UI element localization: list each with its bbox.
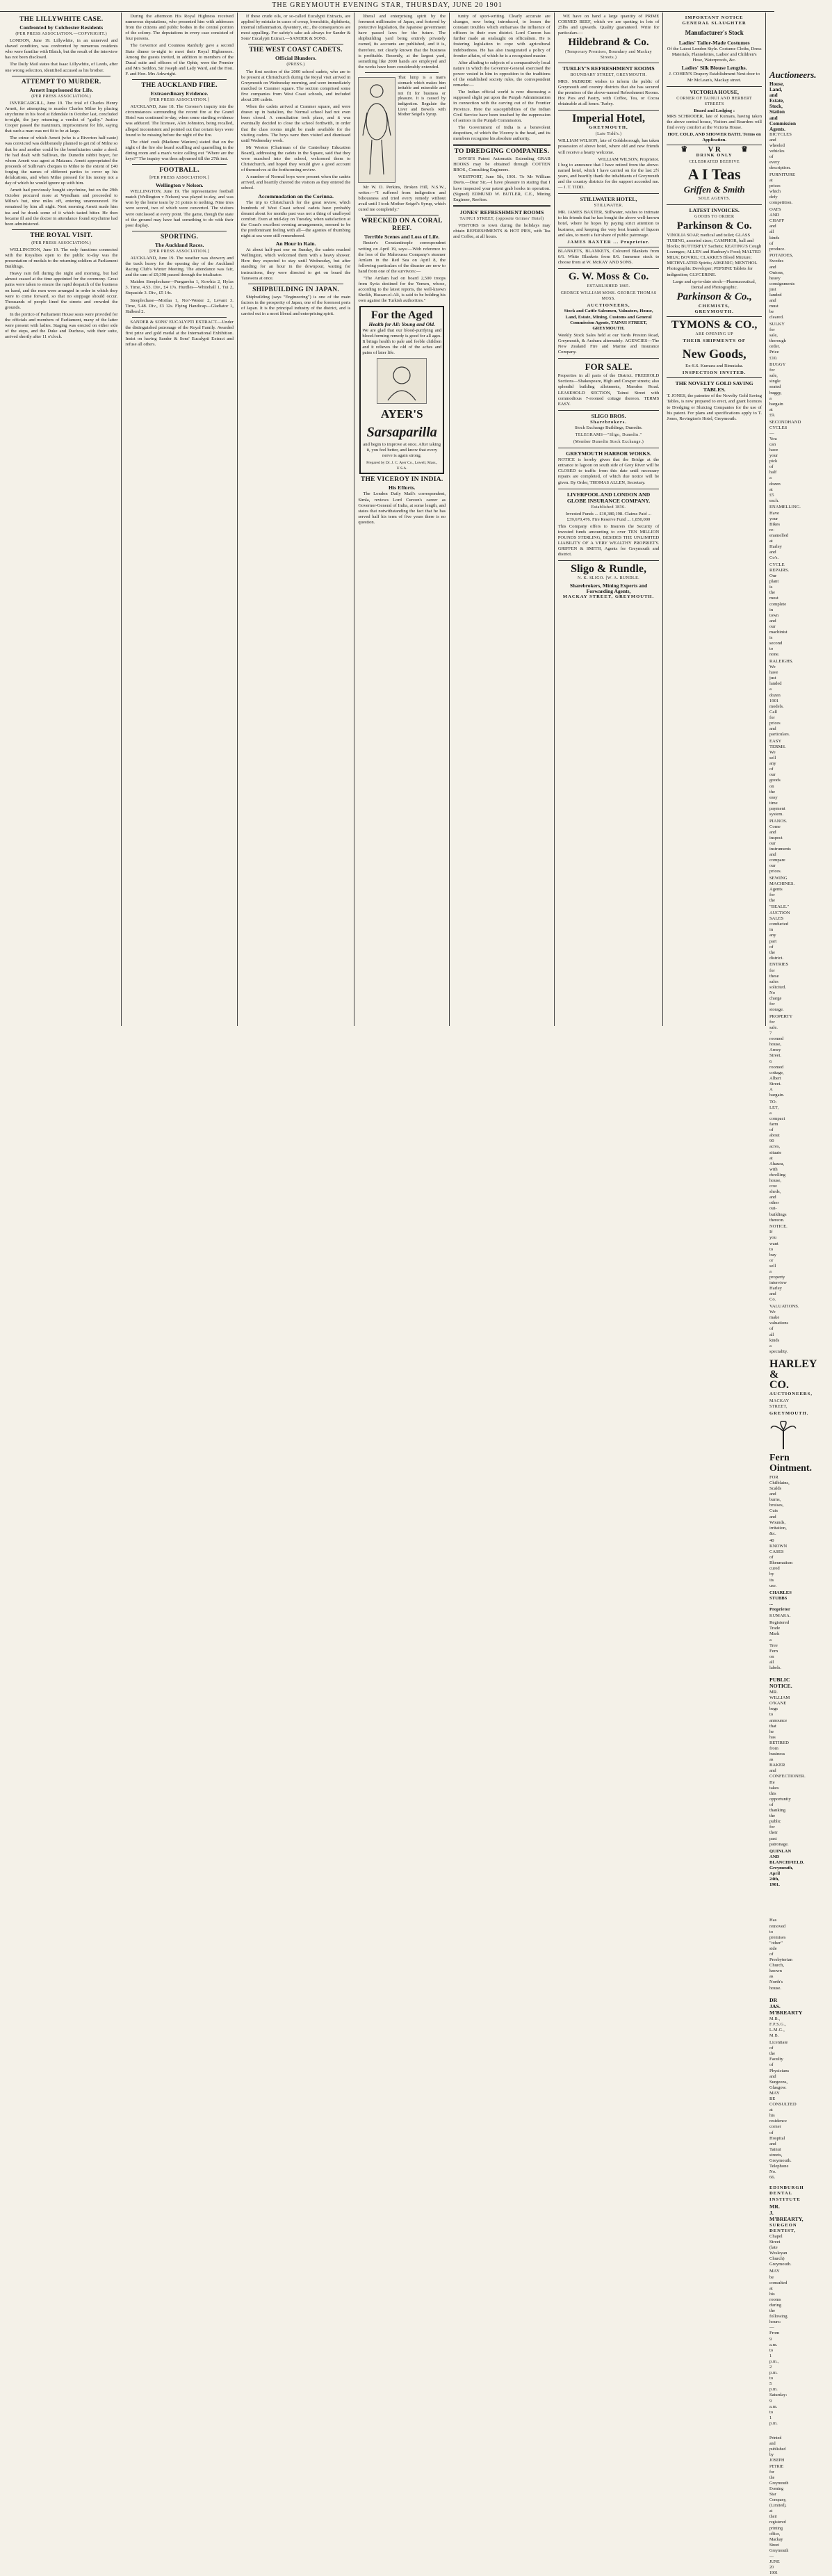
- ad-body: Weekly Stock Sales held at our Yards Preston Road, Greymouth, & Arahura alternately. AGENCIES—The New Zealand Fire and Marine and Insurance Company.: [557, 332, 660, 355]
- crown-icon: ♛: [741, 145, 748, 154]
- ad-headline: A I Teas: [687, 165, 741, 183]
- ad-subtitle: Established 1836.: [591, 505, 626, 510]
- ad-body: NOTICE is hereby given that the Bridge at the entrance to lagoon on south side of Grey River will be CLOSED to traffic from this date until necessary repairs are completed, of which due notice will be given. By Order, THOMAS ALLEN, Secretary.: [557, 457, 660, 485]
- ad-title: GREYMOUTH HARBOR WORKS.: [566, 450, 651, 457]
- ad-signature: J. COHEN'S Drapery Establishment Next door to Mr McLean's, Mackay street.: [669, 72, 760, 83]
- moss-and-co-ad: [558, 268, 660, 358]
- ad-firm-name: Hildebrand & Co.: [568, 37, 649, 49]
- ad-body: and begin to improve at once. After taking it, you feel better, and know that every nerve is again strong.: [363, 442, 441, 459]
- newspaper-page: [1, 13, 832, 2576]
- advertisement: SANDER & SONS' EUCALYPTI EXTRACT.—Under the distinguished patronage of the Royal Family. Awarded first prize and gold medal at the International Exhibition. Insist on having Sander & Sons' Eucalypti Extract and refuse all others.: [125, 319, 234, 348]
- ad-firm-name: TYMONS & CO.,: [671, 319, 758, 331]
- ad-subtitle: STILLWATER.: [594, 204, 623, 209]
- paragraph: VISITORS to town during the holidays may obtain REFRESHMENTS & HOT PIES, with Tea and Coffee, at all hours.: [453, 222, 550, 240]
- ad-brand: AYER'S: [380, 407, 423, 421]
- ad-signature: JAMES BAXTER ... Proprietor.: [567, 239, 650, 245]
- ad-subtitle: HOT, COLD, AND SHOWER BATH. Terms on Application.: [667, 132, 761, 143]
- ad-firm-name: Sligo & Rundle,: [571, 563, 646, 576]
- ad-body: Large and up-to-date stock—Pharmaceutical, Dental and Photographic.: [672, 279, 756, 290]
- press-credit: [PER PRESS ASSOCIATION.]: [149, 176, 210, 181]
- beehive-tea-ad: [667, 145, 762, 204]
- divider: [132, 164, 226, 165]
- ad-title: FOR SALE.: [585, 361, 633, 373]
- paragraph: The chief cook (Madame Wanters) stated that on the night of the fire she heard scuffling and quarrelling in the dining room and a man's voice calling out "Where are the keys?" The inquiry was then adjourned till the 27th inst.: [125, 139, 234, 161]
- article-title: SPORTING.: [160, 233, 199, 241]
- paragraph: Shipbuilding (says "Engineering") is one of the main factors in the prosperity of Japan, one of the foremost ports of Japan. It is the principal industry of the district, and is carried out in a most liberal and enterprising spirit.: [240, 294, 351, 317]
- paragraph: liberal and enterprising spirit by the foremost millionaire of Japan, and fostered by protective legislation, the Japanese government have passed laws for the future. The shipbuilding yard being entirely privately owned, its accounts are published, and it is, therefore, not clearly known that the business is profitable. Recently, at the largest yard, something like 2000 hands are employed and the works have been considerably extended.: [358, 14, 446, 70]
- article-headline: Accommodation on the Corinna.: [258, 193, 334, 199]
- parkinson-invoices-ad: [667, 204, 762, 316]
- paragraph: Arnett had previously bought strychnine, but on the 29th October procured more at Wyndham and proceeded to Milne's hut, nine miles off, entering unannounced. He remained by him all night. Next morning Arnett made him tea and he drank some of it which tasted bitter. He then became ill and the doctor in attendance found strychnine had been administered.: [5, 188, 118, 227]
- ad-body: Stock Exchange Buildings, Dunedin.: [574, 425, 643, 430]
- press-credit: (PER PRESS ASSOCIATION.): [31, 94, 92, 99]
- press-credit: (PRESS.): [286, 63, 305, 67]
- paragraph: The crime of which Arnett (who is a Riverton half-caste) was convicted was deliberately planned to get rid of Milne so that he and another could be the beneficiaries under a deed. He had dealt with Sullivan, the Dunedin rabbit buyer, for whom Arnett was agent at Mataura. Arnett appropriated the proceeds of Sullivan's cheques to Milne to the extent of £40 forging the names of different parties to cover up his defalcations, and when Milne pressed for his money not a day of which he would ignore up with him.: [5, 136, 118, 186]
- ad-subtitle: GREYMOUTH.: [694, 309, 734, 314]
- paragraph: AUCKLAND, June 18. The Coroner's inquiry into the circumstances surrounding the recent fire at the Grand Hotel was continued to-day, when some startling evidence was adduced. The licensee, Alex Johnston, being recalled, alleged inconsistent and pointed out that certain keys were found to be missing before the night of the fire.: [125, 104, 234, 138]
- divider: [132, 79, 226, 80]
- ad-body: I beg to announce that I have retired from the above-named hotel, which I have carried on for the last 2½ years, and heartily thank the inhabitants of Greymouth and the country districts for the support accorded me. — J. T. TIDD.: [557, 162, 660, 190]
- paragraph: WELLINGTON, June 19. The representative football match (Wellington v Nelson) was played to-day, and was won by the home team by 31 points to nothing. Nine tries were scored, two of which were converted. The visitors were outclassed at every point. The game, though the state of the ground may have had something to do with their poor display.: [125, 189, 234, 228]
- paragraph: At about half-past one on Sunday, the cadets reached Wellington, which welcomed them with a heavy shower. Here they expected to stay until Wednesday, but after standing for an hour in the downpour, waiting for instructions, they were directed to get on board the Tarawera at once.: [240, 247, 351, 281]
- paragraph: Maiden Steeplechase—Pungarehu 1, Kowhia 2, Hylas 3. Time, 4.53. Div., £4 17s. Hurdles—Whitehall 1, Tui 2, Stepaside 3. Div., £5 14s.: [125, 279, 234, 296]
- ad-subtitle: CORNER OF TAINUI AND HERBERT STREETS: [676, 96, 753, 106]
- ad-firm-name: Griffen & Smith: [683, 184, 745, 195]
- ad-signature: WILLIAM WILSON, Proprietor.: [598, 156, 660, 162]
- paragraph: Mr Weston (Chairman of the Canterbury Education Board), addressing the cadets in the Square, said that they were marched into the school, welcomed them to Christchurch, and hoped they would give a good account of themselves at the forthcoming review.: [240, 145, 351, 173]
- article-title: WRECKED ON A CORAL REEF.: [361, 218, 443, 233]
- ad-subtitle: TELEGRAMS—"Sligo, Dunedin.": [575, 432, 642, 437]
- paragraph: Steeplechase—Moifaa 1, Nor'-Wester 2, Levant 3. Time, 5.48. Div., £3 12s. Flying Handicap—Gladiator 1, Halberd 2.: [125, 297, 234, 314]
- ad-body: Invested Funds ... £10,380,198. Claims Paid ... £39,670,476. Fire Reserve Fund ... 1,850,000: [565, 511, 652, 522]
- article-headline: An Hour in Rain.: [275, 241, 316, 247]
- article-headline: Confronted by Colchester Residents: [19, 24, 104, 31]
- ad-subtitle: CHEMISTS,: [698, 303, 731, 309]
- ad-subtitle: AUCTIONEERS,: [587, 303, 630, 309]
- ad-subtitle: (Member Dunedin Stock Exchange.): [573, 440, 644, 445]
- ad-subheadline: Health for All: Young and Old.: [368, 321, 435, 328]
- divider: [453, 205, 550, 207]
- ad-footer: Prepared by Dr. J. C. Ayer Co., Lowell, Mass., U.S.A.: [366, 461, 438, 471]
- press-credit: (PER PRESS ASSOCIATION.—COPYRIGHT.): [15, 32, 107, 36]
- ad-subtitle: GREYMOUTH,: [589, 125, 628, 131]
- ad-subtitle: Ladies' Tailor-Made Costumes: [678, 40, 750, 47]
- victoria-house-ad: [667, 86, 762, 145]
- insurance-ad: [558, 489, 660, 561]
- column-1: [1, 13, 122, 1026]
- ad-body: Stock and Cattle Salesmen, Valuators, House, Land, Estate, Mining, Customs and General Commission Agents, TAINUI STREET, GREYMOUTH.: [564, 309, 653, 331]
- sligo-bros-ad: [558, 410, 660, 448]
- paragraph: The trip to Christchurch for the great review, which hundreds of West Coast school cadets have probably dreamt about for months past was not a thing of unalloyed comfort. Even at mid-day on Tuesday, when satisfaction at the Coast's excellent evening arrangements, seemed to be the predominant feeling with all—the agonies of thumbing night at sea were still remembered.: [240, 199, 351, 239]
- ad-text: WE have on hand a large quantity of PRIME CORNED BEEF, which we are quoting in lots of 25lbs and upwards. Quality guaranteed. Write for particulars.—: [557, 14, 660, 36]
- column-5: [450, 13, 555, 1026]
- ad-subtitle: GOODS TO ORDER: [694, 214, 735, 219]
- ad-body: Sharebrokers, Mining Experts and Forwarding Agents,: [569, 582, 648, 594]
- ad-body: MRS SCHRODER, late of Kumara, having taken the above central house, Visitors and Boarders will find every comfort at the Victoria House.: [667, 113, 762, 131]
- ad-body: Manufacturer's Stock: [685, 29, 744, 37]
- ad-firm-name: Parkinson & Co.: [676, 220, 752, 231]
- paragraph: Mr W. D. Perkins, Broken Hill, N.S.W., writes:—"I suffered from indigestion and biliousness and tried every remedy without avail until I took Mother Seigel's Syrup, which cured me completely.": [358, 184, 446, 213]
- ad-title: TURLEY'S REFRESHMENT ROOMS: [562, 65, 655, 72]
- column-3: [238, 13, 354, 1026]
- article-headline: Arnett Imprisoned for Life.: [29, 86, 94, 93]
- article-headline: Wellington v Nelson.: [155, 182, 204, 189]
- masthead: THE GREYMOUTH EVENING STAR, THURSDAY, JUNE 20 1901: [0, 0, 774, 12]
- paragraph: The first section of the 2000 school cadets, who are to be present at Christchurch during the Royal visit arrived in Greymouth on Wednesday morning, and were immediately marched to Cranmer square. The section comprised some five companies from West Coast schools, and included about 200 cadets.: [240, 69, 351, 103]
- paragraph: When the cadets arrived at Cranmer square, and were drawn up in battalion, the Normal school had not even been closed. A consultation took place, and it was eventually decided to close the school forthwith, in order that the class rooms might be made available for the visiting cadets. The boys were then visited and dismissed until Wednesday week.: [240, 104, 351, 143]
- ad-title: JONES' REFRESHMENT ROOMS: [459, 209, 544, 215]
- column-2: [122, 13, 237, 1026]
- ad-subtitle: Board and Lodging :: [694, 108, 735, 113]
- article-headline: Terrible Scenes and Loss of Life.: [364, 234, 440, 241]
- ad-title: IMPORTANT NOTICE: [685, 15, 744, 20]
- ad-subtitle: GEORGE WILLIAM MOSS. GEORGE THOMAS MOSS.: [560, 291, 657, 302]
- ad-subtitle: THEIR SHIPMENTS OF: [683, 339, 746, 344]
- ad-body: Properties in all parts of the District. FREEHOLD Sections—Shakespeare, High and Cowper streets; also splendid building allotments, Marsden Road. LEASEHOLD SECTION, Tainui Street with commodious 7-roomed cottage thereon. TERMS EASY.: [557, 373, 660, 407]
- ad-caption: That lump is a man's stomach which makes him irritable and miserable and not fit for business or pleasure. It is caused by indigestion. Regulate the Liver and Bowels with Mother Seigel's Syrup.: [398, 74, 446, 117]
- press-credit: (PER PRESS ASSOCIATION.): [31, 241, 92, 245]
- column-6: [555, 13, 664, 1026]
- paragraph: After alluding to subjects of a comparatively local nature in which the Governor-General exercised the power vested in him in opposition to the traditions of the established society rules, the correspondent remarks:—: [453, 60, 550, 88]
- ad-body: CELEBRATED BEEHIVE: [689, 159, 740, 164]
- article-title: THE AUCKLAND FIRE.: [141, 82, 218, 90]
- ad-body: BLANKETS, BLANKETS, Coloured Blankets from 6/6. White Blankets from 8/6. Immense stock to choose from at W. McKAY AND SONS.: [557, 248, 660, 265]
- ad-body: T. JONES, the patentee of the Novelty Gold Saving Tables, is now prepared to erect, and grant licences to Dredging or Sluicing Companies for the use of his patent. For plans and specifications apply to T. Jones, Revington's Hotel, Greymouth.: [667, 393, 762, 421]
- article-title: THE ROYAL VISIT.: [30, 231, 93, 239]
- ad-title: LIVERPOOL AND LONDON AND GLOBE INSURANCE COMPANY.: [566, 491, 651, 504]
- paragraph: The Indian official world is now discussing a supposed slight put upon the Punjab Administration in connection with the carving out of the Frontier Province. Here the susceptibilities of the Indian Civil Service have been touched by the suppression of seniors in the Punjab Commission.: [453, 90, 550, 123]
- divider: [453, 144, 550, 146]
- ad-title: VICTORIA HOUSE,: [690, 88, 739, 95]
- paragraph: WELLINGTON, June 19. The only functions connected with the Royalties open to the public to-day was the presentation of medals to the returning soldiers at Parliament Buildings.: [5, 247, 118, 270]
- divider: [132, 317, 226, 318]
- ad-subtitle: BOUNDARY STREET, GREYMOUTH.: [570, 72, 647, 77]
- ad-headline: New Goods,: [682, 347, 747, 361]
- paragraph: A number of Normal boys were present when the cadets arrived, and heartily cheered the visitors as they entered the school.: [240, 174, 351, 191]
- ad-title: SLIGO BROS.: [591, 412, 626, 419]
- ad-subtitle: ARE OPENING UP: [695, 332, 733, 336]
- ad-body: MRS. McBRIDE wishes to inform the public of Greymouth and country districts that she has secured the premises of the above-named Refreshment Rooms. Hot Pies and Pastry, with Coffee, Tea, or Cocoa obtainable at all hours. Turley.: [557, 79, 660, 107]
- ad-body: We are glad that our blood-purifying and blood-forming remedy is good for all ages. It brings health to pale and feeble children and it relieves the old of the aches and pains of later life.: [362, 327, 442, 355]
- paragraph: The Government of India is a benevolent despotism, of which the Viceroy is the head, and its members recognise his absolute authority.: [453, 124, 550, 141]
- ad-subtitle: Ladies' Silk Blouse Lengths.: [681, 65, 747, 72]
- blankets-ad: [558, 247, 660, 268]
- article-title: ATTEMPT TO MURDER.: [21, 78, 101, 85]
- ad-firm-name: Parkinson & Co.,: [676, 291, 752, 302]
- article-title: FOOTBALL.: [159, 167, 200, 174]
- fern-icon: [769, 1420, 797, 1449]
- ad-body: MR. JAMES BAXTER, Stillwater, wishes to intimate to his friends that he has bought the above well-known hotel, where he hopes by paying strict attention to business, and keeping the very best brands of liquors and ales, to merit a fair share of public patronage.: [557, 210, 660, 238]
- harbor-works-ad: [558, 448, 660, 488]
- ad-subtitle: Sharebrokers.: [590, 419, 627, 425]
- paragraph: INVERCARGILL, June 19. The trial of Charles Henry Arnett, for attempting to murder Charles Milne by placing strychnine in his food at Edendale in October last, concluded to-night, the jury returning a verdict of "guilty." Justice Cooper passed the maximum, imprisonment for life, saying that such a man was not fit to be at large.: [5, 100, 118, 134]
- paragraph: WESTPORT, June 5th, 1901. To Mr William Davis.—Dear Sir,—I have pleasure in stating that I have inspected your patent grab hooks in operation. (Signed) EDMUND W. BUTLER, C.E., Mining Engineer, Reefton.: [453, 174, 550, 202]
- paragraph: The London Daily Mail's correspondent, Simla, reviews Lord Curzon's career as Governor-General of India, at some length, and states that notwithstanding the fact that he has served half his term of five years there is no question.: [358, 491, 446, 525]
- article-headline: Extraordinary Evidence.: [150, 90, 209, 97]
- paragraph: tunity of sport-writing. Clearly accurate are changes, now being introduced, to lessen the constant troubles which embarrass the influence of officers in their own district. Lord Curzon has further made an onslaught on officialism. He is fostering legislation to cope with agricultural indebtedness. He has also inaugurated a policy of frontier affairs, of which he is a recognised master.: [453, 14, 550, 58]
- press-credit: [PER PRESS ASSOCIATION.]: [149, 249, 210, 254]
- portrait-icon: [384, 361, 419, 400]
- ad-subtitle: GENERAL SLAUGHTER: [682, 21, 747, 26]
- crown-icon: ♛: [680, 145, 688, 154]
- divider: [365, 72, 439, 73]
- illustration: [358, 77, 395, 183]
- ad-subtitle: MACKAY STREET, GREYMOUTH.: [562, 594, 655, 599]
- ad-subtitle: (Temporary Premises, Boundary and Mackay Streets.): [565, 50, 653, 60]
- press-credit: [PER PRESS ASSOCIATION.]: [149, 98, 210, 103]
- paragraph: Heavy rain fell during the night and morning, but had almost ceased at the time appointed for the ceremony. Great pains were taken to ensure the rapid despatch of the business on hand, and the men were arranged in order in which they were to come forward, so that no stoppage should occur. Thousands of people lined the streets and crowded the grounds.: [5, 271, 118, 310]
- ad-subtitle: TAINUI STREET, (opposite Grimes' Hotel): [459, 216, 544, 221]
- ad-title: STILLWATER HOTEL,: [580, 196, 637, 203]
- ad-letters: V R: [708, 145, 721, 154]
- ad-firm-name: G. W. Moss & Co.: [568, 271, 649, 283]
- ad-subtitle: ESTABLISHED 1865.: [587, 284, 630, 289]
- article-title: THE WEST COAST CADETS.: [249, 47, 343, 54]
- article-title: TO DREDGING COMPANIES.: [454, 148, 550, 156]
- article-title: THE LILLYWHITE CASE.: [19, 16, 104, 23]
- paragraph: LONDON, June 19. Lillywhite, in an unnerved and shaved condition, was confronted by numerous residents who were familiar with Blatch, but the result of the interview has not been disclosed.: [5, 38, 118, 60]
- article-headline: His Efforts.: [388, 484, 416, 491]
- imperial-hotel-ad: [558, 110, 660, 193]
- portrait-illustration: [377, 358, 427, 404]
- turleys-ad: [558, 63, 660, 111]
- ad-subtitle: DRINK ONLY: [696, 152, 733, 158]
- article-headline: The Auckland Races.: [154, 241, 204, 248]
- gold-saving-tables-ad: [667, 377, 762, 424]
- ad-firm-name: Imperial Hotel,: [572, 113, 645, 125]
- ayers-advertisement: [359, 306, 444, 474]
- ad-body: Ex-S.S. Kumara and Rimutaka.: [685, 364, 744, 369]
- ad-body: Of the Latest London Style. Costume Cloths, Dress Materials, Flannelettes, Ladies' and Children's Hose, Waterproofs, &c.: [667, 47, 762, 63]
- paragraph: DAVIS'S Patent Automatic Extending GRAB HOOKS may be obtained through COTTEN BROS., Consulting Engineers.: [453, 156, 550, 173]
- ad-subtitle: INSPECTION INVITED.: [682, 370, 747, 376]
- ad-title: THE NOVELTY GOLD SAVING TABLES.: [675, 380, 753, 393]
- ad-brand-2: Sarsaparilla: [366, 425, 437, 440]
- column-4: [354, 13, 450, 1026]
- paragraph: The Governor and Countess Ranfurly gave a second State dinner to-night to meet their Royal Highnesses. Among the guests invited, in addition to members of the Ducal suite and officers of the Ophir, were the Premier and Mrs Seddon, Sir Joseph and Lady Ward, and the Hon. F. and Hon. Mrs Arkwright.: [125, 43, 234, 76]
- ad-body: VINOLIA SOAP, medical and toilet; GLASS TUBING, assorted sizes; CAMPHOR, ball and blocks; BUTTERFLY Sachets; KEATING'S Cough Lozenges; ALLEN and Hanbury's Food; MALTED MILK; BOVRIL; CLARKE'S Blood Mixture; METHYLATED Spirits; ARSENIC; MENTHOL Photographic Developer; PEPSINE Tablets for indigestion; GLYCERINE.: [667, 232, 762, 277]
- tymons-ad: [667, 316, 762, 377]
- paragraph: Reuter's Constantinople correspondent writing on April 19, says:—With reference to the loss of the Mahroussa Company's steamer Arnlam in the Red Sea on April 8, the following particulars of the disaster are now to hand from one of the survivors:—: [358, 241, 446, 274]
- man-figure-icon: [361, 81, 392, 179]
- paragraph: "The Arnlam had on board 2,500 troops from Syria destined for the Yemen, whose, according to the latest reports, the well-known Sheikh, Hassan-el-Ali, is said to be holding his own against the Turkish authorities.": [358, 275, 446, 304]
- cohen-drapery-ad: [667, 14, 762, 86]
- ad-subtitle: (Late Tidd's.): [595, 132, 622, 137]
- article-title: SHIPBUILDING IN JAPAN.: [252, 286, 340, 293]
- ad-subtitle: N. K. SLIGO. [W. A. RUNDLE.: [578, 576, 640, 581]
- ad-headline: For the Aged: [370, 309, 433, 322]
- article-title: THE VICEROY IN INDIA.: [360, 476, 443, 484]
- article-headline: Official Blunders.: [275, 55, 317, 62]
- paragraph: During the afternoon His Royal Highness received numerous deputations, who presented him with addresses from the citizens and public bodies in the central portion of the colony. The deputations in every case consisted of four persons.: [125, 14, 234, 42]
- ad-body: WILLIAM WILSON, late of Goldsborough, has taken possession of above hotel, where old and new friends will receive a hearty welcome.: [557, 138, 660, 155]
- paragraph: In the portico of Parliament House seats were provided for the officials and members of Parliament, many of the latter were present with ladies. Staging was erected on either side of the steps, and the Duke and Duchess, with their suite, arrived shortly after 11 o'clock.: [5, 311, 118, 340]
- ad-title: LATEST INVOICES.: [689, 206, 740, 213]
- column-8: HARLEY & CO. Auctioneers. House, Land, and Estate, Stock, Station and Commission Agents. BICYCLES and wheeled vehicles of every description. FURNITURE at prices which defy competition. OATS AND CHAFF and all kinds of produce. POTATOES, Swedes and Onions, heavy consignments just landed and must be cleared. SULKY for sale, thorough order. Price £10. BUGGY for sale, single seated buggy, a bargain at £9. SECONDHAND CYCLES—You can have your pick of half a dozen at £5 each. ENAMELLING. Have your Bikes re-enamelled at Harley and Co's. CYCLE REPAIRS. Our plant is the most complete in town and our machinist is second to none. RALEIGHS. We have just landed a dozen 1901 models. Call for prices and particulars. EASY TERMS. We sell any of our goods on the easy time payment system. PIANOS. Come and inspect our instruments and compare our prices. SEWING MACHINES. Agents for the "BEALE." AUCTION SALES conducted in any part of the district. ENTRIES for these sales solicited. No charge for storage. PROPERTY for sale. 7 roomed house, Arney Street. 6 roomed cottage, Albert Street. A bargain. TO-LET, a compact farm of about 90 acres, situate at Ahaura, with dwelling house, cow sheds, and other out-buildings thereon. NOTICE. If you want to buy or sell a property interview Harley and Co. VALUATIONS. We make valuations of all kinds a speciality. HARLEY & CO. AUCTIONEERS, MACKAY STREET, GREYMOUTH. Fern Ointment. FOR Chilblains, Scalds and burns, bruises, Cuts and Wounds, irritation, &c. 40 KNOWN CASES of Rheumatism cured by its use. CHARLES STUBBS ... Proprietor KUMARA. Registered Trade Mark a Tree Fern on all labels. PUBLIC NOTICE. MR. WILLIAM O'KANE begs to announce that he has RETIRED from business as BAKER and CONFECTIONER. He takes this opportunity of thanking the public for their past patronage. QUINLAN AND BLANCHFIELD. Greymouth, April 24th, 1901. WEREYNOLDS DENTIST Has removed to premises "other" side of Presbyterian Church, known as North's house. DR JAS. M'BREARTY M.B., F.P.S.G., L.M.G., M.B. Licentiate of the Faculty of Physicians and Surgeons, Glasgow. MAY BE CONSULTED at his residence corner of Hospital and Tainui streets, Greymouth. Telephone No. 66. EDINBURGH DENTAL INSTITUTE MR. J. M'BREARTY, SURGEON DENTIST, Chapel Street (late Wesleyan Church) Greymouth. MAY be consulted at his rooms during the following hours:—From 9 a.m. to 1 p.m., 2 p.m. to 5 p.m. Saturday: 9 a.m. to 1 p.m. Printed and published by JOSEPH PETRIE for the Greymouth Evening Star Company, (Limited), at their registered printing office, Mackay Street Greymouth — JUNE 20 1901: [769, 17, 832, 2576]
- sligo-rundle-ad: [558, 560, 660, 601]
- divider: [12, 229, 111, 230]
- column-7: [663, 13, 766, 1026]
- paragraph: The Daily Mail states that Isaac Lillywhite, of Leeds, after one wrong selection, identified accused as his brother.: [5, 62, 118, 73]
- stillwater-hotel-ad: [558, 193, 660, 247]
- paragraph: AUCKLAND, June 19. The weather was showery and the track heavy for the opening day of the Auckland Racing Club's Winter Meeting. The attendance was fair, and the sum of £9,398 passed through the totalisator.: [125, 255, 234, 278]
- ad-body: This Company offers to Insurers the Security of invested funds amounting to over TEN MILLION POUNDS STERLING, BESIDES THE UNLIMITED LIABILITY OF A VERY WEALTHY PROPRIETY. GRIFFEN & SMITH, Agents for Greymouth and district.: [557, 523, 660, 557]
- for-sale-ad: [558, 358, 660, 410]
- paragraph: If these crude oils, or so-called Eucalypti Extracts, are applied by mistake in cases of croup, bronchitis, diphtheria, internal inflammation, dysentery, etc., the consequences are most appalling. For safety's sake ask always for Sander & Sons' Eucalypti Extract.—SANDER & SONS.: [240, 14, 351, 42]
- ad-subtitle: SOLE AGENTS.: [698, 196, 731, 201]
